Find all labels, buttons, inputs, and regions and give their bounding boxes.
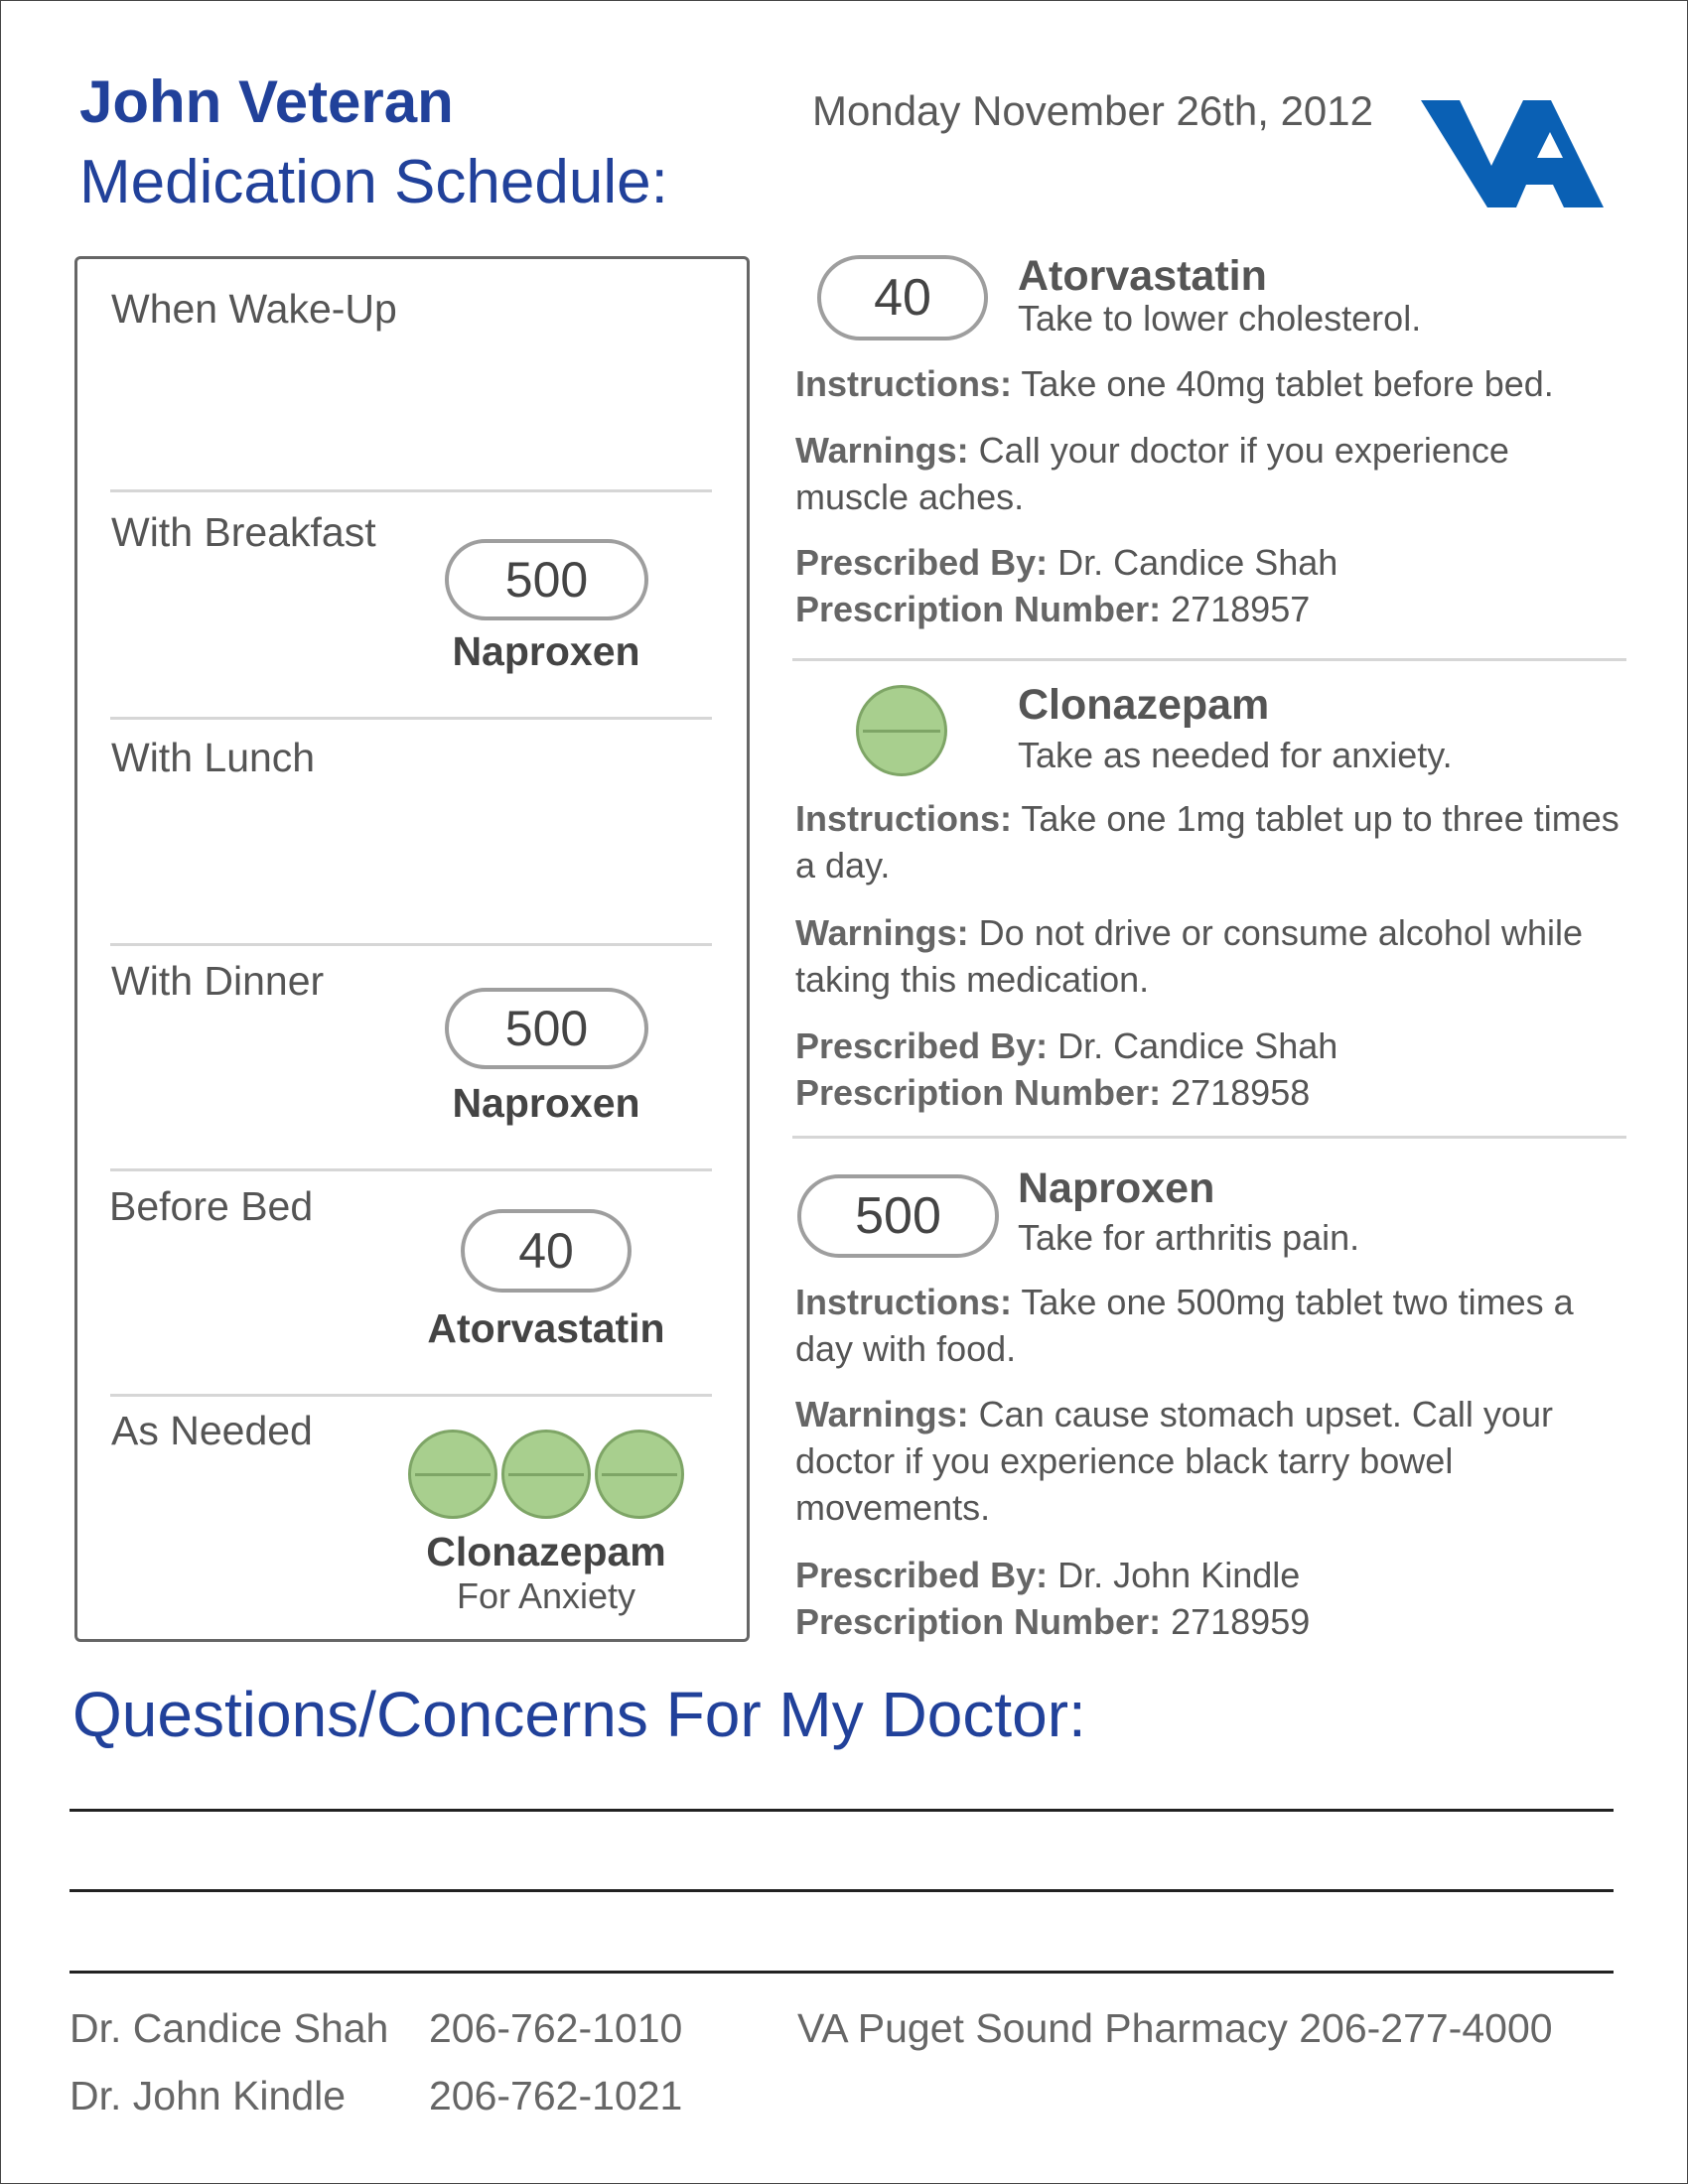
instructions-label: Instructions: — [795, 798, 1013, 839]
slot-divider — [110, 489, 712, 492]
slot-divider — [110, 1394, 712, 1397]
notes-line — [70, 1971, 1614, 1974]
page-title: Medication Schedule: — [79, 148, 668, 216]
doctor2-name: Dr. John Kindle — [70, 2073, 347, 2118]
slot-divider — [110, 943, 712, 946]
instructions-label: Instructions: — [795, 1282, 1013, 1322]
clonazepam-purpose: Take as needed for anxiety. — [1018, 735, 1453, 775]
warnings-label: Warnings: — [795, 430, 969, 471]
rx-number: 2718957 — [1171, 589, 1311, 629]
rx-number-label: Prescription Number: — [795, 1601, 1162, 1642]
slot-bed-label: Before Bed — [109, 1183, 314, 1229]
clonazepam-pill-icon — [856, 685, 947, 776]
rx-number-label: Prescription Number: — [795, 1072, 1162, 1113]
rx-divider — [792, 1136, 1626, 1139]
slot-dinner-label: With Dinner — [111, 958, 325, 1004]
warnings-label: Warnings: — [795, 1394, 969, 1434]
rx-divider — [792, 658, 1626, 661]
atorvastatin-dose: 40 — [874, 269, 931, 327]
rx-number: 2718958 — [1171, 1072, 1311, 1113]
doctor1-phone: 206-762-1010 — [429, 2005, 683, 2051]
doctor1-name: Dr. Candice Shah — [70, 2005, 389, 2051]
clonazepam-prescriber — [795, 1023, 1629, 1069]
questions-heading: Questions/Concerns For My Doctor: — [72, 1679, 1086, 1750]
slot-lunch-label: With Lunch — [111, 735, 316, 780]
prescriber-name: Dr. John Kindle — [1057, 1555, 1301, 1595]
bed-dose: 40 — [518, 1223, 574, 1279]
atorvastatin-rx-number — [795, 586, 1629, 632]
prescribed-by-label: Prescribed By: — [795, 1025, 1049, 1066]
naproxen-warnings — [795, 1391, 1629, 1531]
notes-line — [70, 1889, 1614, 1892]
atorvastatin-warnings — [795, 427, 1629, 520]
naproxen-instructions — [795, 1279, 1629, 1372]
naproxen-rx-number — [795, 1598, 1629, 1645]
as-needed-med-name: Clonazepam — [426, 1529, 666, 1574]
naproxen-dose: 500 — [855, 1187, 941, 1245]
naproxen-dose-pill — [797, 1174, 999, 1258]
atorvastatin-name: Atorvastatin — [1018, 252, 1267, 300]
naproxen-prescriber — [795, 1552, 1629, 1598]
rx-number-label: Prescription Number: — [795, 589, 1162, 629]
prescriber-name: Dr. Candice Shah — [1057, 542, 1338, 583]
notes-line — [70, 1809, 1614, 1812]
atorvastatin-dose-pill — [817, 255, 988, 341]
breakfast-dose-pill — [445, 539, 648, 620]
dinner-dose-pill — [445, 988, 648, 1069]
warnings-label: Warnings: — [795, 912, 969, 953]
schedule-date: Monday November 26th, 2012 — [812, 87, 1374, 134]
atorvastatin-prescriber — [795, 539, 1629, 586]
instructions-text: Take one 1mg tablet up to three times a day. — [795, 798, 1619, 886]
pharmacy-contact: VA Puget Sound Pharmacy 206-277-4000 — [797, 2005, 1553, 2051]
slot-breakfast-label: With Breakfast — [111, 509, 376, 555]
prescribed-by-label: Prescribed By: — [795, 1555, 1049, 1595]
atorvastatin-purpose: Take to lower cholesterol. — [1018, 298, 1422, 339]
dinner-med-name: Naproxen — [452, 1080, 640, 1126]
clonazepam-rx-number — [795, 1069, 1629, 1116]
slot-divider — [110, 1168, 712, 1171]
instructions-text: Take one 500mg tablet two times a day with food. — [795, 1282, 1574, 1369]
clonazepam-pill-icon — [408, 1430, 497, 1519]
doctor2-phone: 206-762-1021 — [429, 2073, 683, 2118]
warnings-text: Call your doctor if you experience muscle aches. — [795, 430, 1509, 517]
clonazepam-pill-icon — [595, 1430, 684, 1519]
clonazepam-instructions — [795, 795, 1629, 888]
breakfast-med-name: Naproxen — [452, 628, 640, 674]
instructions-text: Take one 40mg tablet before bed. — [1021, 363, 1554, 404]
dinner-dose: 500 — [504, 1001, 589, 1056]
as-needed-note: For Anxiety — [456, 1575, 636, 1616]
prescriber-name: Dr. Candice Shah — [1057, 1025, 1338, 1066]
naproxen-name: Naproxen — [1018, 1164, 1215, 1212]
slot-divider — [110, 717, 712, 720]
bed-dose-pill — [461, 1209, 632, 1293]
atorvastatin-instructions — [795, 360, 1629, 407]
clonazepam-name: Clonazepam — [1018, 681, 1270, 729]
rx-number: 2718959 — [1171, 1601, 1311, 1642]
bed-med-name: Atorvastatin — [427, 1305, 665, 1351]
clonazepam-warnings — [795, 909, 1629, 1003]
breakfast-dose: 500 — [504, 552, 589, 608]
prescribed-by-label: Prescribed By: — [795, 542, 1049, 583]
slot-wake-up-label: When Wake-Up — [111, 286, 397, 332]
clonazepam-pill-icon — [501, 1430, 591, 1519]
instructions-label: Instructions: — [795, 363, 1013, 404]
warnings-text: Do not drive or consume alcohol while taking this medication. — [795, 912, 1583, 1000]
va-logo — [1415, 92, 1609, 213]
slot-as-needed-label: As Needed — [111, 1408, 313, 1453]
naproxen-purpose: Take for arthritis pain. — [1018, 1217, 1360, 1258]
patient-name: John Veteran — [79, 68, 454, 135]
warnings-text: Can cause stomach upset. Call your doctor if you experience black tarry bowel movements. — [795, 1394, 1553, 1528]
